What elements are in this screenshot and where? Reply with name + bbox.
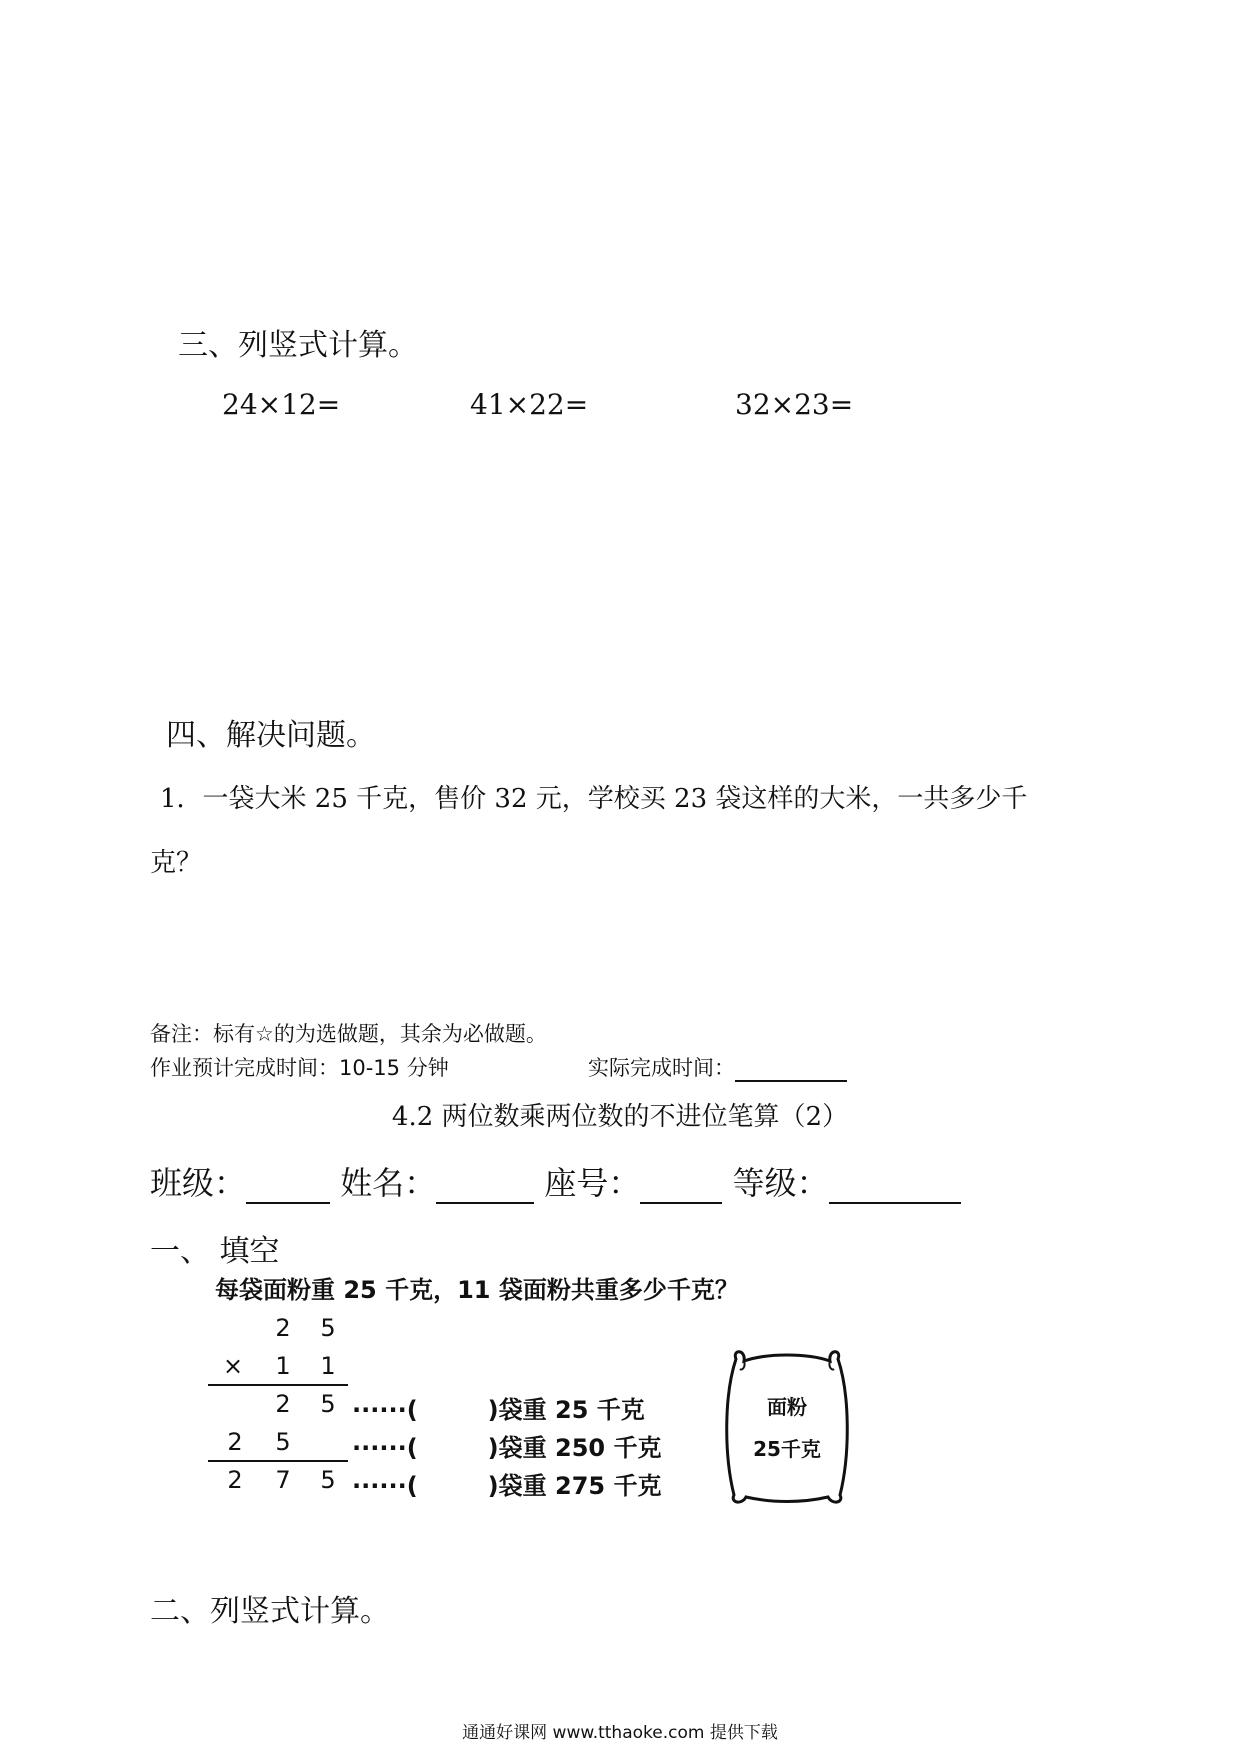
worksheet-title: 4.2 两位数乘两位数的不进位笔算（2） <box>391 1102 849 1132</box>
answer-dots: ······( <box>352 1472 418 1500</box>
actual-time-blank[interactable] <box>735 1056 847 1082</box>
actual-time-label: 实际完成时间： <box>588 1056 735 1080</box>
class-label: 班级： <box>150 1164 247 1202</box>
name-blank[interactable] <box>436 1168 534 1204</box>
answer-text: )袋重 275 千克 <box>487 1472 662 1500</box>
partial2-digit: 5 <box>275 1428 291 1456</box>
answer-line-2 <box>352 1428 661 1463</box>
remark-note: 备注：标有☆的为选做题，其余为必做题。 <box>150 1022 547 1046</box>
expression-1: 24×12= <box>222 388 341 421</box>
multiplier-digit: 1 <box>275 1352 291 1380</box>
class-blank[interactable] <box>246 1168 330 1204</box>
problem-1-line-1: 1．一袋大米 25 千克，售价 32 元，学校买 23 袋这样的大米，一共多少千 <box>160 784 1028 814</box>
section-1-title: 一、 填空 <box>150 1234 280 1269</box>
answer-text: )袋重 250 千克 <box>487 1434 662 1462</box>
bag-label-2: 25千克 <box>753 1437 821 1461</box>
answer-dots: ······( <box>352 1434 418 1462</box>
student-info-row <box>150 1158 961 1204</box>
bag-label-1: 面粉 <box>767 1395 807 1419</box>
expression-3: 32×23= <box>735 388 854 421</box>
multiplicand-digit: 5 <box>320 1314 336 1342</box>
grade-label: 等级： <box>732 1164 829 1202</box>
calc-line-1 <box>208 1384 348 1386</box>
footer-text: 通通好课网 www.tthaoke.com 提供下载 <box>462 1723 778 1743</box>
result-digit: 7 <box>275 1466 291 1494</box>
section-4-title: 四、解决问题。 <box>166 718 376 753</box>
flour-bag-illustration <box>722 1345 852 1505</box>
name-label: 姓名： <box>340 1164 437 1202</box>
estimated-time-note: 作业预计完成时间：10-15 分钟 <box>150 1056 449 1080</box>
actual-time-field[interactable] <box>588 1052 847 1082</box>
seat-blank[interactable] <box>640 1168 722 1204</box>
multiplicand-digit: 2 <box>275 1314 291 1342</box>
answer-text: )袋重 25 千克 <box>487 1396 645 1424</box>
expression-2: 41×22= <box>470 388 589 421</box>
times-sign: × <box>222 1352 244 1380</box>
problem-1-line-2: 克？ <box>150 848 203 878</box>
multiplier-digit: 1 <box>320 1352 336 1380</box>
partial2-digit: 2 <box>227 1428 243 1456</box>
seat-label: 座号： <box>544 1164 641 1202</box>
answer-line-1 <box>352 1390 645 1425</box>
partial1-digit: 2 <box>275 1390 291 1418</box>
answer-line-3 <box>352 1466 661 1501</box>
partial1-digit: 5 <box>320 1390 336 1418</box>
word-problem: 每袋面粉重 25 千克，11 袋面粉共重多少千克？ <box>215 1276 739 1304</box>
flour-bag-icon <box>722 1345 852 1505</box>
result-digit: 2 <box>227 1466 243 1494</box>
grade-blank[interactable] <box>829 1168 961 1204</box>
answer-dots: ······( <box>352 1396 418 1424</box>
result-digit: 5 <box>320 1466 336 1494</box>
calc-line-2 <box>208 1460 348 1462</box>
section-3-title: 三、列竖式计算。 <box>178 328 418 363</box>
section-2-title: 二、列竖式计算。 <box>150 1594 390 1629</box>
